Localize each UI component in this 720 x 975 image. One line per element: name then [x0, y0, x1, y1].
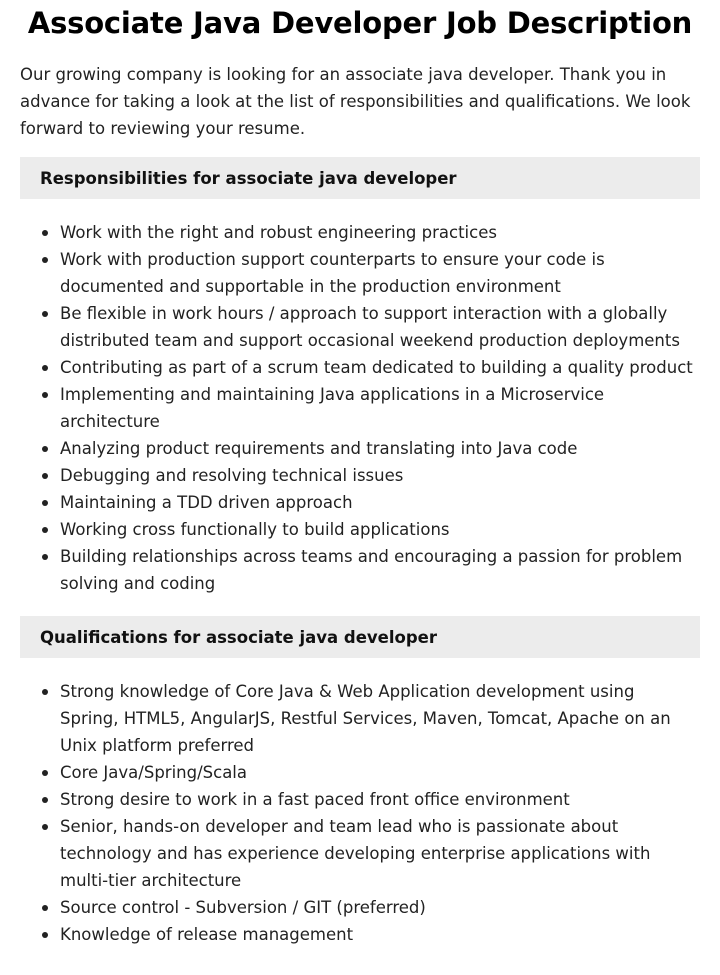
bullet-icon	[42, 689, 48, 695]
list-item-text: Work with the right and robust engineering practices	[60, 223, 497, 242]
list-item-text: Debugging and resolving technical issues	[60, 466, 404, 485]
bullet-icon	[42, 392, 48, 398]
list-item	[20, 489, 700, 516]
qualifications-list	[20, 678, 700, 948]
list-item-text: Knowledge of release management	[60, 925, 354, 944]
list-item	[20, 516, 700, 543]
list-item-text: Contributing as part of a scrum team dedicated to building a quality product	[60, 358, 693, 377]
list-item-text: Strong knowledge of Core Java & Web Application development using Spring, HTML5, AngularJS, Restful Services, Maven, Tomcat, Apache on an Unix platform preferred	[60, 682, 671, 755]
responsibilities-heading: Responsibilities for associate java developer	[20, 157, 700, 199]
list-item	[20, 219, 700, 246]
bullet-icon	[42, 500, 48, 506]
list-item-text: Source control - Subversion / GIT (preferred)	[60, 898, 426, 917]
bullet-icon	[42, 365, 48, 371]
bullet-icon	[42, 905, 48, 911]
list-item	[20, 300, 700, 354]
list-item-text: Be flexible in work hours / approach to support interaction with a globally distributed team and support occasional weekend production deployments	[60, 304, 680, 350]
bullet-icon	[42, 473, 48, 479]
list-item-text: Analyzing product requirements and translating into Java code	[60, 439, 578, 458]
bullet-icon	[42, 527, 48, 533]
bullet-icon	[42, 230, 48, 236]
list-item	[20, 894, 700, 921]
bullet-icon	[42, 770, 48, 776]
list-item-text: Working cross functionally to build applications	[60, 520, 450, 539]
list-item-text: Work with production support counterparts to ensure your code is documented and supportable in the production environment	[60, 250, 605, 296]
list-item-text: Senior, hands-on developer and team lead who is passionate about technology and has experience developing enterprise applications with multi-tier architecture	[60, 817, 651, 890]
bullet-icon	[42, 932, 48, 938]
list-item-text: Building relationships across teams and encouraging a passion for problem solving and coding	[60, 547, 683, 593]
qualifications-heading: Qualifications for associate java developer	[20, 616, 700, 658]
list-item-text: Core Java/Spring/Scala	[60, 763, 248, 782]
bullet-icon	[42, 311, 48, 317]
list-item	[20, 246, 700, 300]
list-item	[20, 354, 700, 381]
list-item	[20, 759, 700, 786]
responsibilities-list	[20, 219, 700, 597]
bullet-icon	[42, 554, 48, 560]
list-item-text: Implementing and maintaining Java applications in a Microservice architecture	[60, 385, 605, 431]
list-item	[20, 543, 700, 597]
bullet-icon	[42, 824, 48, 830]
bullet-icon	[42, 257, 48, 263]
list-item	[20, 678, 700, 759]
qualifications-section	[20, 616, 700, 948]
intro-paragraph: Our growing company is looking for an associate java developer. Thank you in advance for taking a look at the list of responsibilities and qualifications. We look forward to reviewing your resume.	[20, 65, 691, 138]
list-item	[20, 462, 700, 489]
list-item	[20, 813, 700, 894]
list-item	[20, 435, 700, 462]
list-item	[20, 381, 700, 435]
list-item-text: Strong desire to work in a fast paced front office environment	[60, 790, 570, 809]
responsibilities-section	[20, 157, 700, 597]
list-item	[20, 786, 700, 813]
page-title: Associate Java Developer Job Description	[27, 6, 693, 40]
list-item-text: Maintaining a TDD driven approach	[60, 493, 353, 512]
bullet-icon	[42, 446, 48, 452]
list-item	[20, 921, 700, 948]
bullet-icon	[42, 797, 48, 803]
